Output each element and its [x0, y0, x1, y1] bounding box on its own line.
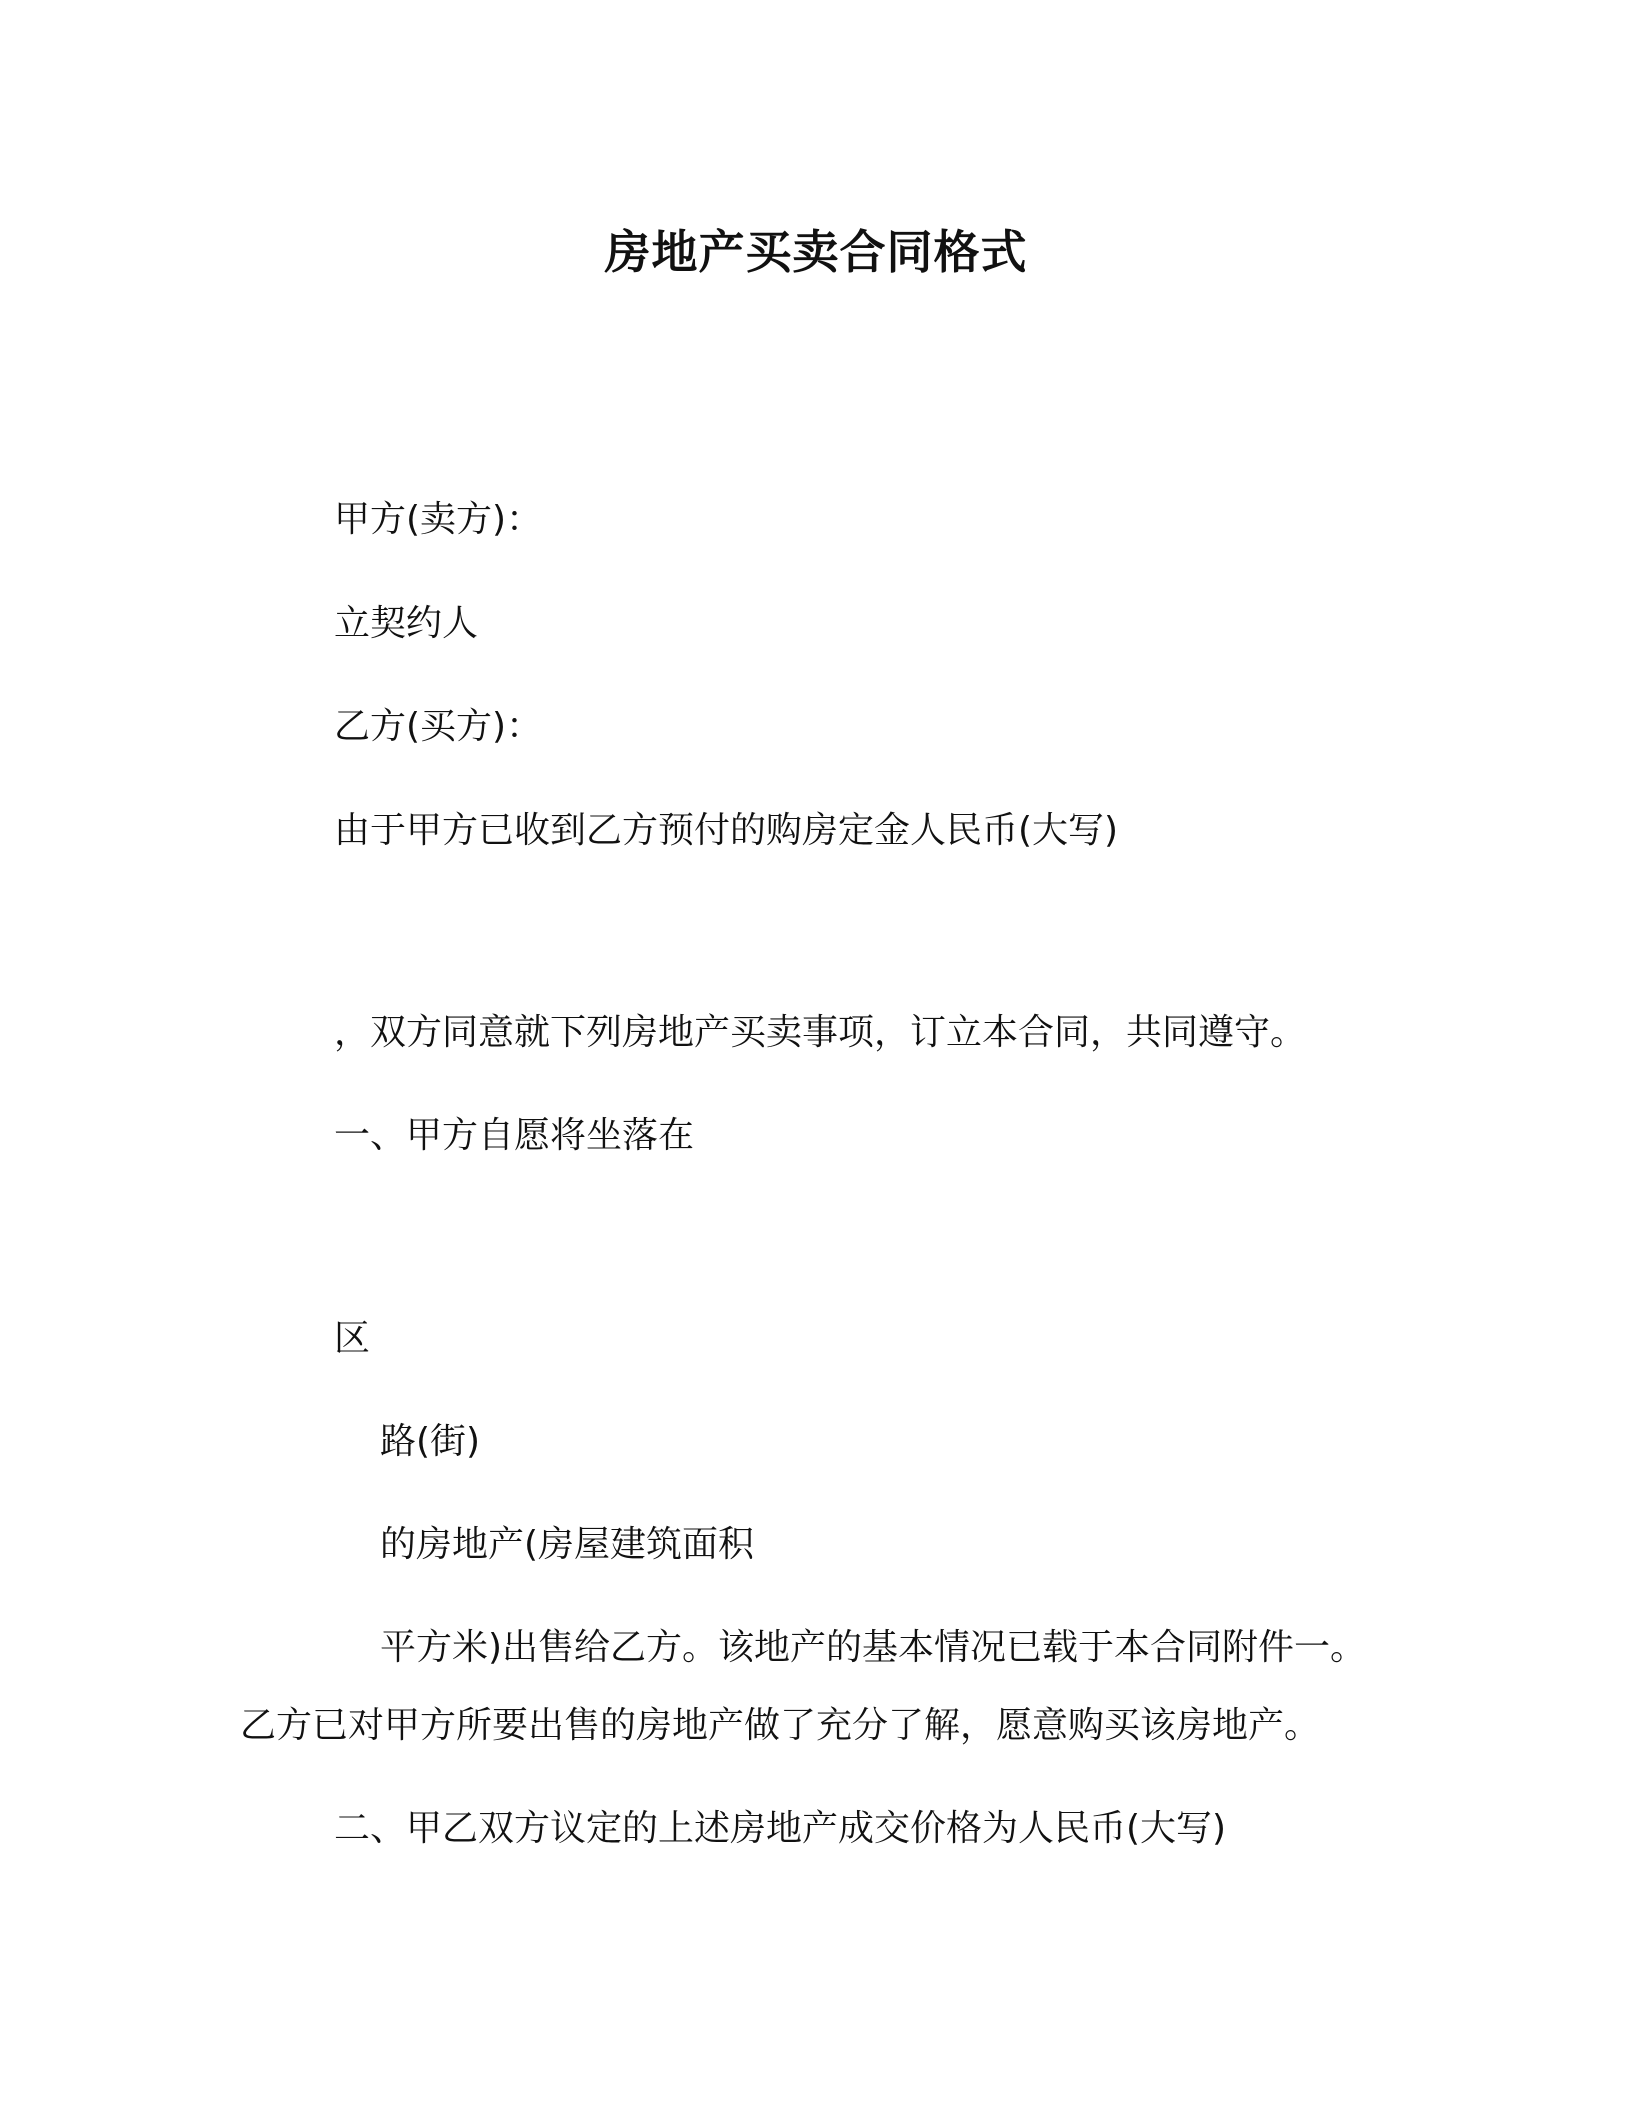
- buyer-understanding-line: 乙方已对甲方所要出售的房地产做了充分了解，愿意购买该房地产。: [240, 1705, 1321, 1746]
- clause-1-heading: 一、甲方自愿将坐落在: [334, 1115, 695, 1156]
- contract-signer-line: 立契约人: [334, 603, 479, 644]
- sale-to-buyer-line: 平方米)出售给乙方。该地产的基本情况已载于本合同附件一。: [380, 1627, 1367, 1668]
- party-a-seller-line: 甲方(卖方)：: [334, 499, 543, 540]
- building-area-line: 的房地产(房屋建筑面积: [380, 1524, 755, 1565]
- agreement-line: ，双方同意就下列房地产买卖事项，订立本合同，共同遵守。: [334, 1012, 1307, 1053]
- district-line: 区: [334, 1318, 371, 1359]
- deposit-line: 由于甲方已收到乙方预付的购房定金人民币(大写): [334, 810, 1119, 851]
- clause-2-heading: 二、甲乙双方议定的上述房地产成交价格为人民币(大写): [334, 1808, 1227, 1849]
- party-b-buyer-line: 乙方(买方)：: [334, 706, 543, 747]
- road-street-line: 路(街): [380, 1421, 481, 1462]
- document-title: 房地产买卖合同格式: [604, 225, 1028, 279]
